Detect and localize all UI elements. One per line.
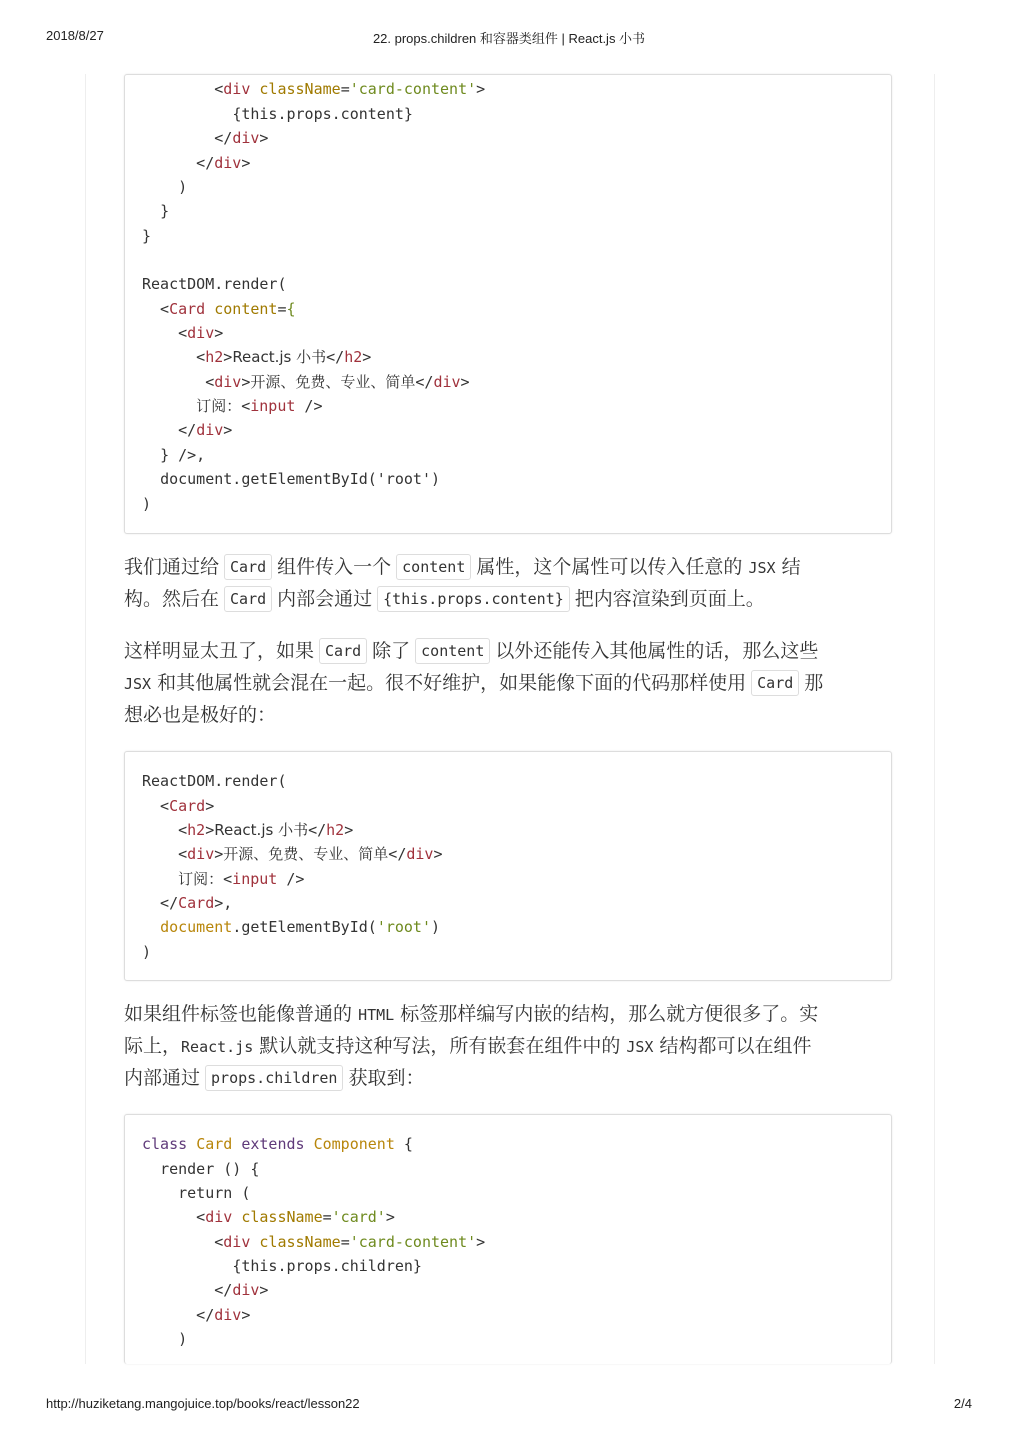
paragraph-props-children: 如果组件标签也能像普通的 HTML 标签那样编写内嵌的结构，那么就方便很多了。实 际上，React.js 默认就支持这种写法，所有嵌套在组件中的 JSX 结构都可以在组件 内部通过 props.children 获取到： (124, 1003, 819, 1089)
code-line: <div>开源、免费、专业、简单</div> (142, 845, 443, 863)
code-line: <div className='card-content'> (142, 80, 486, 98)
print-footer (46, 1396, 972, 1414)
inline-code: Card (224, 586, 272, 612)
code-line: } (160, 202, 170, 220)
code-line: document.getElementById('root') (160, 918, 441, 936)
code-line: } (142, 227, 152, 245)
code-line: ) (142, 495, 152, 513)
code-line: <Card> (142, 797, 215, 815)
code-line: <div className='card-content'> (142, 1233, 486, 1251)
code-line: <div className='card'> (142, 1208, 395, 1226)
inline-code: props.children (205, 1065, 343, 1091)
code-line: {this.props.children} (232, 1257, 422, 1275)
code-line: ) (142, 943, 152, 961)
print-header (46, 28, 972, 46)
code-line: <div> (142, 324, 224, 342)
paragraph-content-prop: 我们通过给 Card 组件传入一个 content 属性，这个属性可以传入任意的 JSX 结 构。然后在 Card 内部会通过 {this.props.content} 把内容渲染到页面上。 (124, 556, 801, 610)
code-line: <Card content={ (142, 300, 296, 318)
inline-code: Card (319, 638, 367, 664)
paragraph-ugly-props: 这样明显太丑了，如果 Card 除了 content 以外还能传入其他属性的话，那么这些 JSX 和其他属性就会混在一起。很不好维护，如果能像下面的代码那样使用 Card 那 想必也是极好的： (124, 640, 824, 726)
inline-code: Card (751, 670, 799, 696)
code-line: </div> (142, 1306, 251, 1324)
print-title: 22. props.children 和容器类组件 | React.js 小书 (372, 31, 646, 46)
code-line: <div>开源、免费、专业、简单</div> (142, 373, 470, 391)
code-line: <h2>React.js 小书</h2> (142, 821, 354, 839)
code-line: 订阅：<input /> (196, 397, 323, 415)
code-line: render () { (160, 1160, 260, 1178)
code-line: </div> (142, 154, 251, 172)
inline-code: content (396, 554, 471, 580)
code-line: ReactDOM.render( (142, 275, 287, 293)
code-line: <h2>React.js 小书</h2> (142, 348, 372, 366)
code-line: </div> (142, 1281, 269, 1299)
code-line: } />, (160, 446, 206, 464)
code-line: {this.props.content} (232, 105, 413, 123)
inline-code: content (415, 638, 490, 664)
code-line: 订阅：<input /> (178, 870, 305, 888)
code-line: </Card>, (142, 894, 233, 912)
code-line: </div> (142, 421, 233, 439)
code-line: ) (178, 1330, 188, 1348)
code-block-card-class (124, 1114, 892, 1364)
code-line: </div> (142, 129, 269, 147)
code-block-card-children-usage (124, 751, 892, 981)
code-line: class Card extends Component { (142, 1135, 413, 1153)
code-line: document.getElementById('root') (160, 470, 441, 488)
code-line: ReactDOM.render( (142, 772, 287, 790)
code-line: ) (178, 178, 188, 196)
inline-code: Card (224, 554, 272, 580)
code-block-card-content (124, 74, 892, 534)
inline-code: {this.props.content} (377, 586, 570, 612)
print-page-number: 2/4 (953, 1396, 972, 1411)
code-line: return ( (178, 1184, 251, 1202)
print-url: http://huziketang.mangojuice.top/books/react/lesson22 (46, 1396, 360, 1411)
print-date: 2018/8/27 (46, 28, 104, 43)
